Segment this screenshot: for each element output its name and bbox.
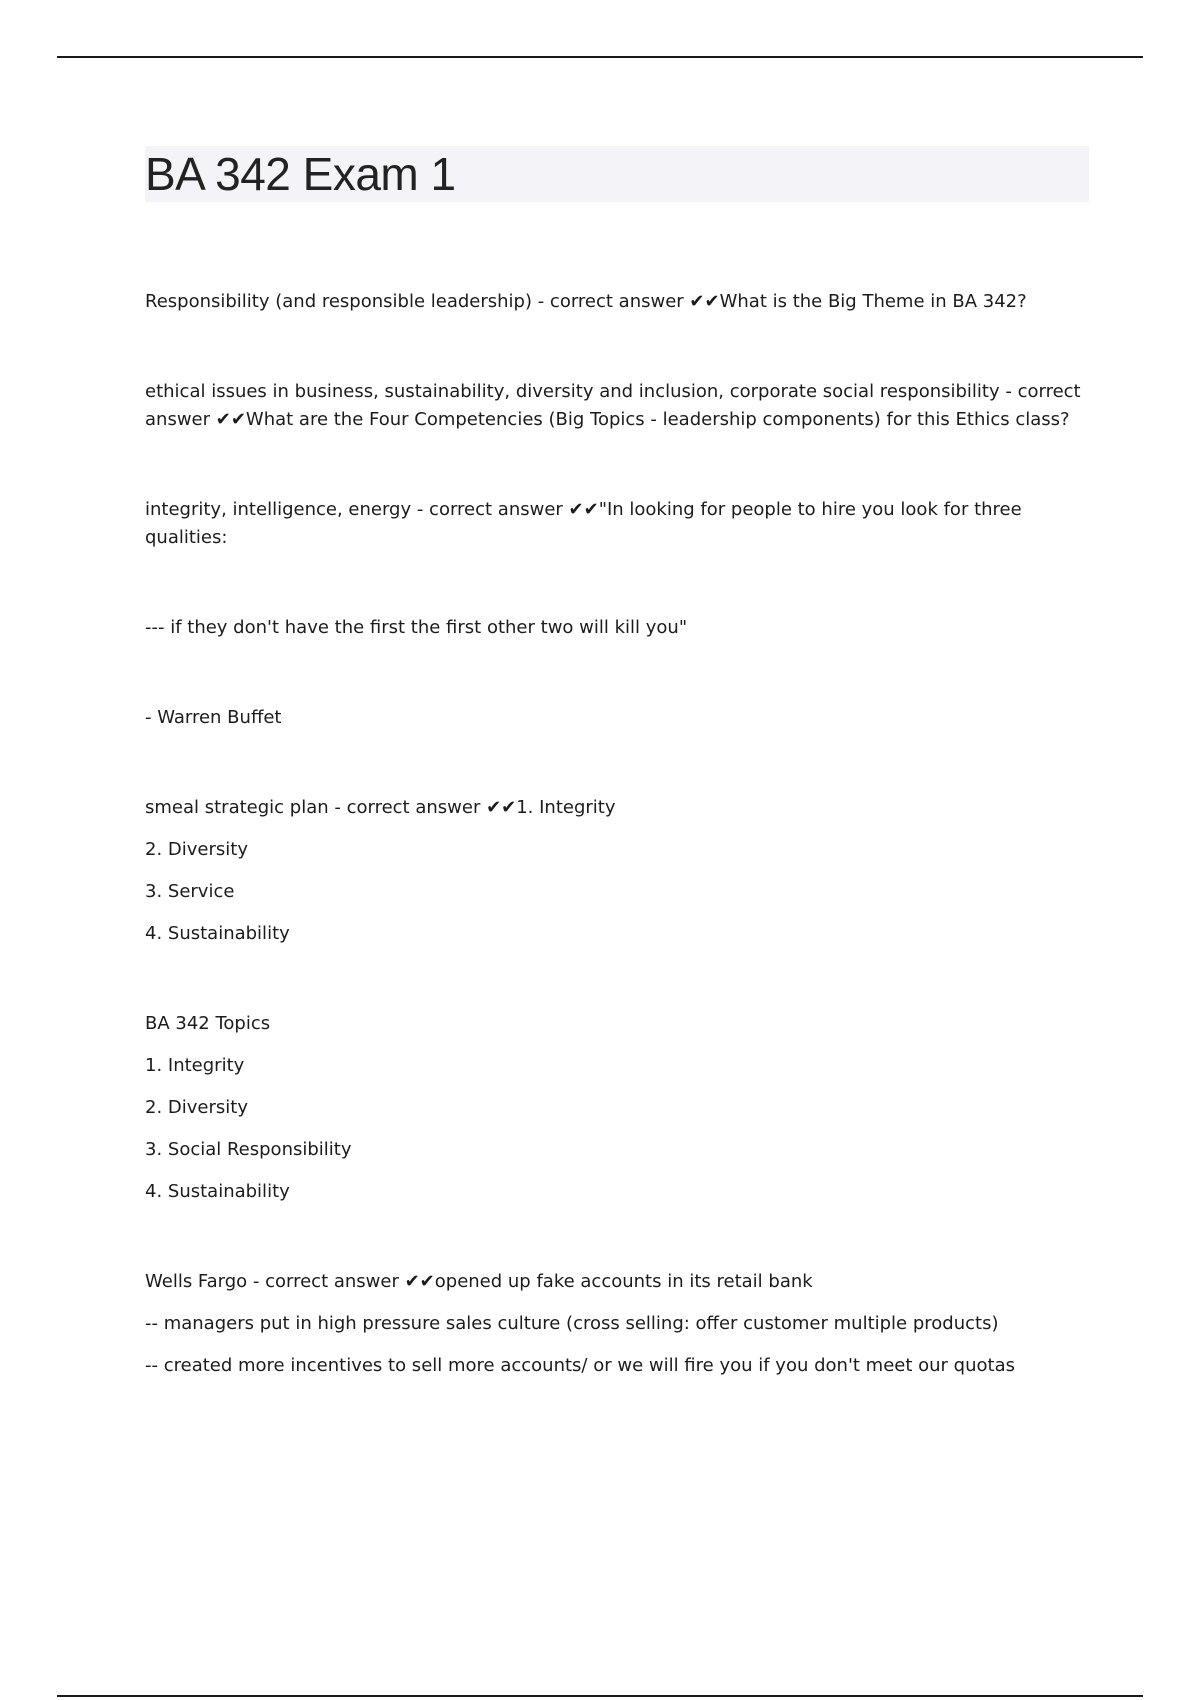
list-item: 3. Service xyxy=(145,881,235,902)
list-item: 1. Integrity xyxy=(145,1055,245,1076)
list-item: 4. Sustainability xyxy=(145,923,290,944)
spacer xyxy=(145,1038,1085,1052)
qa-three-qualities-quote: --- if they don't have the first the first other two will kill you" xyxy=(145,617,688,638)
qa-three-qualities: integrity, intelligence, energy - correct answer ✔✔"In looking for people to hire you look for three qualities: xyxy=(145,499,1022,548)
spacer xyxy=(145,552,1085,614)
document-body xyxy=(145,288,1085,1380)
spacer xyxy=(145,822,1085,836)
qa-smeal-plan: smeal strategic plan - correct answer ✔✔1. Integrity xyxy=(145,797,616,818)
spacer xyxy=(145,1164,1085,1178)
list-item: 3. Social Responsibility xyxy=(145,1139,352,1160)
spacer xyxy=(145,1296,1085,1310)
qa-four-competencies: ethical issues in business, sustainability, diversity and inclusion, corporate social responsibility - correct answer ✔✔What are the Four Competencies (Big Topics - leadership components) for this Ethics class? xyxy=(145,381,1081,430)
qa-three-qualities-author: - Warren Buffet xyxy=(145,707,282,728)
spacer xyxy=(145,1338,1085,1352)
spacer xyxy=(145,906,1085,920)
spacer xyxy=(145,732,1085,794)
spacer xyxy=(145,1206,1085,1268)
qa-ba342-topics: BA 342 Topics xyxy=(145,1013,271,1034)
list-item: 2. Diversity xyxy=(145,839,248,860)
document-title: BA 342 Exam 1 xyxy=(145,148,456,200)
spacer xyxy=(145,642,1085,704)
qa-wells-fargo: Wells Fargo - correct answer ✔✔opened up fake accounts in its retail bank xyxy=(145,1271,813,1292)
list-item: 2. Diversity xyxy=(145,1097,248,1118)
spacer xyxy=(145,864,1085,878)
spacer xyxy=(145,948,1085,1010)
spacer xyxy=(145,434,1085,496)
spacer xyxy=(145,1080,1085,1094)
qa-responsibility: Responsibility (and responsible leadership) - correct answer ✔✔What is the Big Theme in BA 342? xyxy=(145,291,1027,312)
list-item: 4. Sustainability xyxy=(145,1181,290,1202)
top-rule xyxy=(57,56,1143,58)
list-item: -- managers put in high pressure sales culture (cross selling: offer customer multiple products) xyxy=(145,1313,999,1334)
spacer xyxy=(145,1122,1085,1136)
bottom-rule xyxy=(57,1695,1143,1697)
list-item: -- created more incentives to sell more accounts/ or we will fire you if you don't meet our quotas xyxy=(145,1355,1015,1376)
spacer xyxy=(145,316,1085,378)
